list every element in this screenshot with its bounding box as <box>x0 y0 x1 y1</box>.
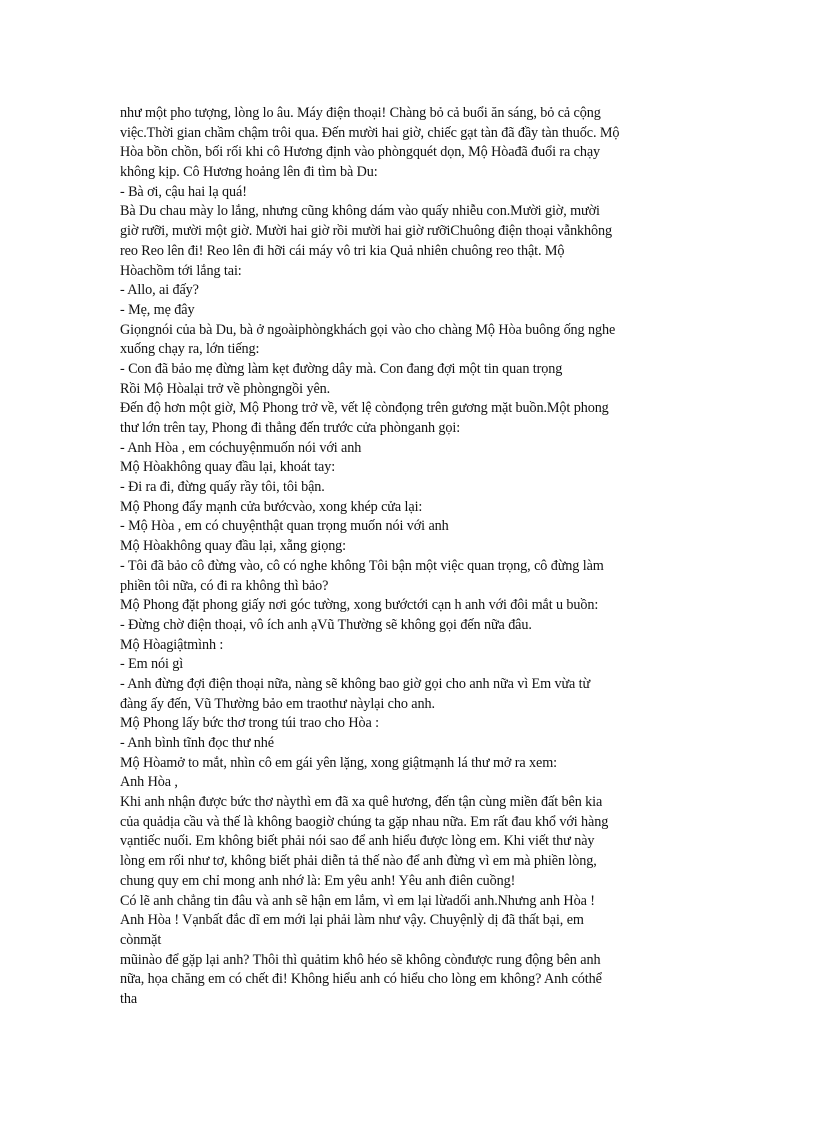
text-line: - Allo, ai đấy? <box>120 282 199 299</box>
text-line: - Anh bình tĩnh đọc thư nhé <box>120 735 274 751</box>
text-line: của quảdịa cầu và thế là không baogiờ chúng ta gặp nhau nữa. Em rất đau khổ với hàng <box>120 813 609 830</box>
text-line: như một pho tượng, lòng lo âu. Máy điện thoại! Chàng bỏ cả buổi ăn sáng, bỏ cả cộng <box>120 105 601 121</box>
text-line: xuống chạy ra, lớn tiếng: <box>120 341 260 358</box>
text-line: - Anh Hòa , em cóchuyệnmuốn nói với anh <box>120 439 362 456</box>
text-line: nữa, họa chăng em có chết đi! Không hiểu anh có hiểu cho lòng em không? Anh cóthể <box>120 971 602 988</box>
text-line: reo Reo lên đi! Reo lên đi hỡi cái máy vô tri kia Quả nhiên chuông reo thật. Mộ <box>120 242 565 259</box>
text-line: việc.Thời gian chầm chậm trôi qua. Đến mười hai giờ, chiếc gạt tàn đã đầy tàn thuốc. Mộ <box>120 124 620 141</box>
text-line: - Đừng chờ điện thoại, vô ích anh ạVũ Thường sẽ không gọi đến nữa đâu. <box>120 616 532 633</box>
text-line: Anh Hòa , <box>120 774 178 791</box>
text-line: Giọngnói của bà Du, bà ở ngoàiphòngkhách gọi vào cho chàng Mộ Hòa buông ống nghe <box>120 321 616 338</box>
text-line: Có lẽ anh chẳng tin đâu và anh sẽ hận em lắm, vì em lại lừadối anh.Nhưng anh Hòa ! <box>120 892 595 909</box>
text-line: - Con đã bảo mẹ đừng làm kẹt đường dây mà. Con đang đợi một tin quan trọng <box>120 360 563 377</box>
text-line: Rồi Mộ Hòalại trở về phòngngồi yên. <box>120 380 331 397</box>
text-line: thư lớn trên tay, Phong đi thẳng đến trước cửa phònganh gọi: <box>120 420 461 436</box>
text-line: Anh Hòa ! Vạnbất đắc dĩ em mới lại phải làm như vậy. Chuyệnlỳ dị đã thất bại, em <box>120 912 584 929</box>
text-line: Bà Du chau mày lo lắng, nhưng cũng không dám vào quấy nhiễu con.Mười giờ, mười <box>120 203 600 220</box>
text-line: không kịp. Cô Hương hoảng lên đi tìm bà Du: <box>120 164 378 181</box>
text-line: giờ rưỡi, mười một giờ. Mười hai giờ rồi mười hai giờ rưỡiChuông điện thoại vẫnkhông <box>120 223 613 240</box>
text-line: vạntiếc nuối. Em không biết phải nói sao để anh hiểu được lòng em. Khi viết thư này <box>120 833 595 850</box>
text-line: phiền tôi nữa, có đi ra không thì bảo? <box>120 577 329 594</box>
text-line: Đến độ hơn một giờ, Mộ Phong trở về, vết lệ cònđọng trên gương mặt buồn.Một phong <box>120 400 609 417</box>
text-line: Mộ Hòagiậtmình : <box>120 636 224 653</box>
text-line: Mộ Phong đẩy mạnh cửa bướcvào, xong khép cửa lại: <box>120 498 423 515</box>
text-line: tha <box>120 990 138 1007</box>
text-line: Hòachồm tới lắng tai: <box>120 262 242 279</box>
text-line: - Mẹ, mẹ đây <box>120 301 195 318</box>
text-line: Khi anh nhận được bức thơ nàythì em đã xa quê hương, đến tận cùng miền đất bên kia <box>120 794 603 811</box>
text-line: Mộ Hòakhông quay đầu lại, xẵng giọng: <box>120 538 347 555</box>
document-body-text <box>120 104 700 1010</box>
text-line: lòng em rối như tơ, không biết phải diễn tả thế nào để anh đừng vì em mà phiền lòng, <box>120 853 597 870</box>
text-line: - Đi ra đi, đừng quấy rầy tôi, tôi bận. <box>120 479 325 496</box>
text-line: - Em nói gì <box>120 656 184 673</box>
text-line: Hòa bồn chồn, bối rối khi cô Hương định vào phòngquét dọn, Mộ Hòađã đuổi ra chạy <box>120 144 601 161</box>
text-line: - Bà ơi, cậu hai lạ quá! <box>120 183 247 200</box>
text-line: Mộ Phong đặt phong giấy nơi góc tường, xong bướctới cạn h anh với đôi mắt u buồn: <box>120 597 599 614</box>
text-line: - Tôi đã bảo cô đừng vào, cô có nghe không Tôi bận một việc quan trọng, cô đừng làm <box>120 557 604 574</box>
text-line: đàng ấy đến, Vũ Thường bảo em traothư nàylại cho anh. <box>120 695 435 712</box>
text-line: mũinào để gặp lại anh? Thôi thì quảtim khô héo sẽ không cònđược rung động bên anh <box>120 951 601 968</box>
text-line: chung quy em chỉ mong anh nhớ là: Em yêu anh! Yêu anh điên cuồng! <box>120 872 516 889</box>
text-line: - Anh đừng đợi điện thoại nữa, nàng sẽ không bao giờ gọi cho anh nữa vì Em vừa từ <box>120 675 591 692</box>
text-line: Mộ Phong lấy bức thơ trong túi trao cho Hòa : <box>120 715 379 732</box>
text-line: cònmặt <box>120 931 162 948</box>
text-line: Mộ Hòamở to mắt, nhìn cô em gái yên lặng, xong giậtmạnh lá thư mở ra xem: <box>120 754 557 771</box>
text-line: - Mộ Hòa , em có chuyệnthật quan trọng muốn nói với anh <box>120 518 449 535</box>
text-line: Mộ Hòakhông quay đầu lại, khoát tay: <box>120 459 336 476</box>
